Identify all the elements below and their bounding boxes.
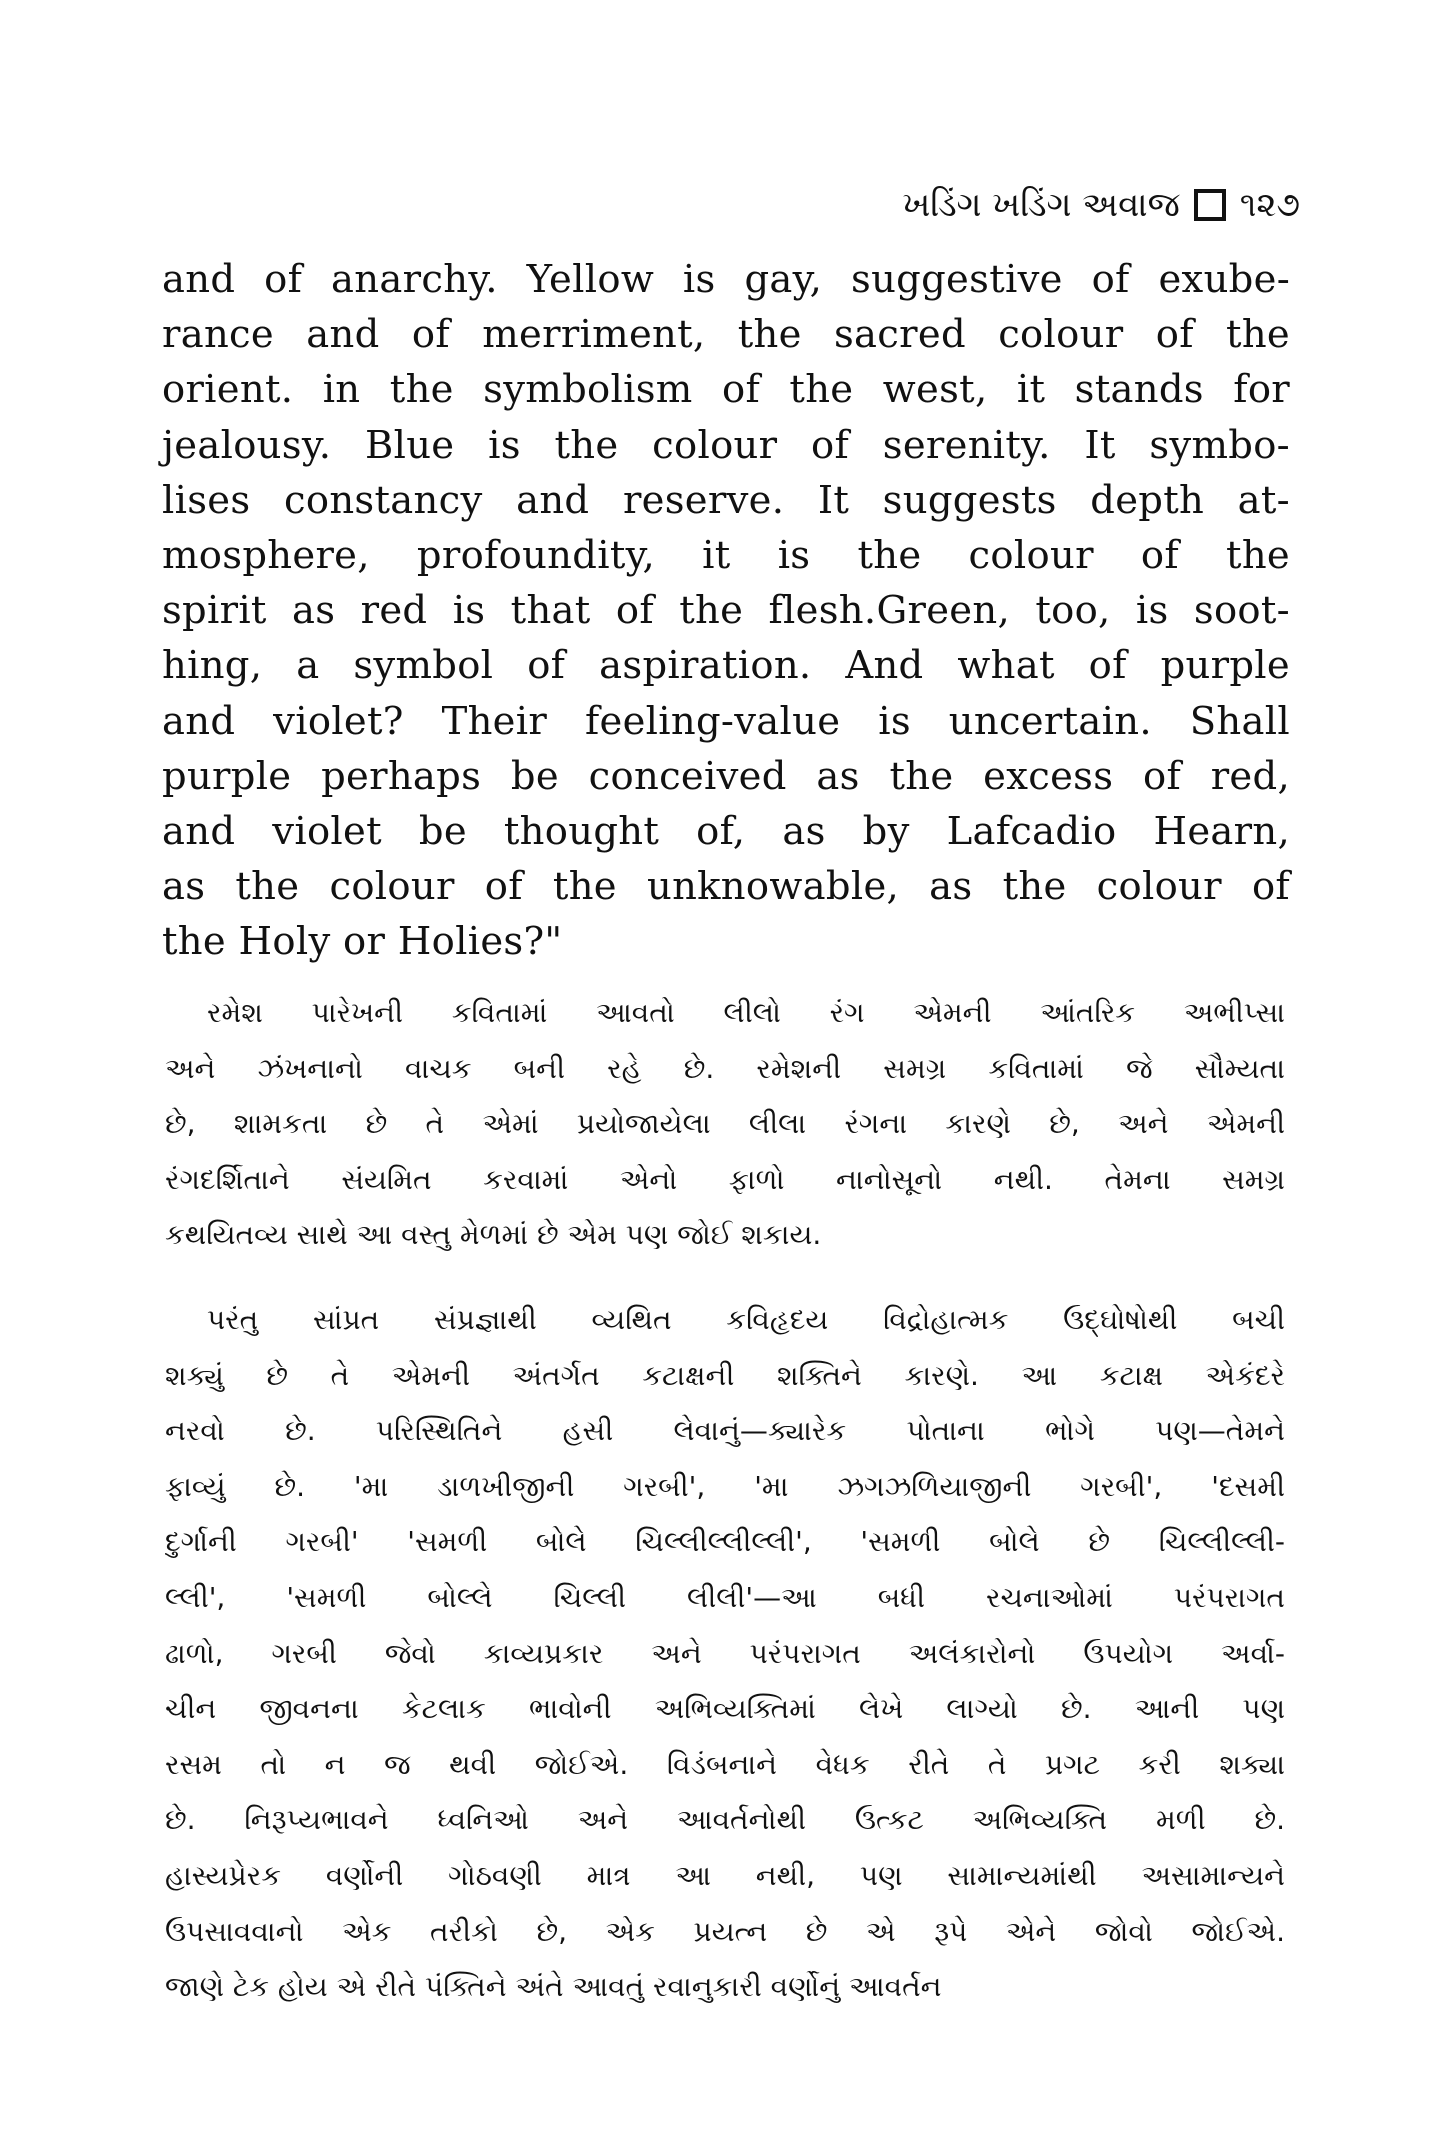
text-line: ચીન જીવનના કેટલાક ભાવોની અભિવ્યક્તિમાં લેખે લાગ્યો છે. આની પણ <box>165 1692 1285 1726</box>
quote-line: and of anarchy. Yellow is gay, suggestive of exube- <box>162 257 1290 302</box>
running-head <box>720 185 1300 225</box>
text-line: જાણે ટેક હોય એ રીતે પંક્તિને અંતે આવતું રવાનુકારી વર્ણોનું આવર્તન <box>165 1970 942 2004</box>
quote-line: lises constancy and reserve. It suggests depth at- <box>162 477 1290 523</box>
quote-line: rance and of merriment, the sacred colour of the <box>162 312 1290 358</box>
quote-line: jealousy. Blue is the colour of serenity. It symbo- <box>162 422 1290 468</box>
text-line: ઉપસાવવાનો એક તરીકો છે, એક પ્રયત્ન છે એ રૂપે એને જોવો જોઈએ. <box>165 1914 1285 1948</box>
text-line: નરવો છે. પરિસ્થિતિને હસી લેવાનું—ક્યારેક પોતાના ભોગે પણ—તેમને <box>165 1414 1285 1448</box>
text-line: રસમ તો ન જ થવી જોઈએ. વિડંબનાને વેધક રીતે તે પ્રગટ કરી શક્યા <box>165 1747 1285 1781</box>
text-line: શક્યું છે તે એમની અંતર્ગત કટાક્ષની શક્તિને કારણે. આ કટાક્ષ એકંદરે <box>165 1358 1285 1392</box>
text-line: દુર્ગાની ગરબી' 'સમળી બોલે ચિલ્લીલ્લીલ્લી', 'સમળી બોલે છે ચિલ્લીલ્લી- <box>165 1525 1285 1559</box>
quote-line: as the colour of the unknowable, as the colour of <box>162 864 1290 910</box>
text-line: છે. નિરૂપ્યભાવને ધ્વનિઓ અને આવર્તનોથી ઉત્કટ અભિવ્યક્તિ મળી છે. <box>165 1803 1285 1837</box>
text-line: ઢાળો, ગરબી જેવો કાવ્યપ્રકાર અને પરંપરાગત અલંકારોનો ઉપયોગ અર્વા- <box>165 1636 1285 1670</box>
paragraph-satire <box>165 1292 1285 2015</box>
quote-line: orient. in the symbolism of the west, it stands for <box>162 367 1290 413</box>
quote-line: purple perhaps be conceived as the excess of red, <box>162 753 1290 799</box>
quote-line: the Holy or Holies?" <box>162 919 563 965</box>
text-line: રંગદર્શિતાને સંયમિત કરવામાં એનો ફાળો નાનોસૂનો નથી. તેમના સમગ્ર <box>165 1162 1285 1196</box>
text-line: ફાવ્યું છે. 'મા ડાળખીજીની ગરબી', 'મા ઝગઝળિયાજીની ગરબી', 'દસમી <box>165 1469 1285 1503</box>
text-line: છે, શામકતા છે તે એમાં પ્રયોજાયેલા લીલા રંગના કારણે છે, અને એમની <box>165 1107 1285 1141</box>
text-line: અને ઝંખનાનો વાચક બની રહે છે. રમેશની સમગ્ર કવિતામાં જે સૌમ્યતા <box>165 1051 1285 1085</box>
english-quotation <box>162 252 1290 970</box>
text-line: હાસ્યપ્રેરક વર્ણોની ગોઠવણી માત્ર આ નથી, પણ સામાન્યમાંથી અસામાન્યને <box>165 1858 1285 1892</box>
quote-line: mosphere, profoundity, it is the colour of the <box>162 533 1290 579</box>
quote-line: and violet be thought of, as by Lafcadio Hearn, <box>162 809 1290 855</box>
quote-line: spirit as red is that of the flesh.Green, too, is soot- <box>162 588 1290 634</box>
text-line: પરંતુ સાંપ્રત સંપ્રજ્ઞાથી વ્યથિત કવિહૃદય વિદ્રોહાત્મક ઉદ્ઘોષોથી બચી <box>207 1303 1285 1336</box>
running-title: ખડિંગ ખડિંગ અવાજ <box>902 185 1180 225</box>
text-line: લ્લી', 'સમળી બોલ્લે ચિલ્લી લીલી'—આ બધી રચનાઓમાં પરંપરાગત <box>165 1580 1285 1614</box>
square-ornament-icon <box>1194 189 1226 221</box>
page-number: ૧૨૭ <box>1239 185 1300 225</box>
paragraph-green-colour <box>165 985 1285 1263</box>
text-line: કથયિતવ્ય સાથે આ વસ્તુ મેળમાં છે એમ પણ જોઈ શકાય. <box>165 1218 822 1252</box>
quote-line: hing, a symbol of aspiration. And what of purple <box>162 643 1290 689</box>
quote-line: and violet? Their feeling-value is uncertain. Shall <box>162 698 1290 744</box>
text-line: રમેશ પારેખની કવિતામાં આવતો લીલો રંગ એમની આંતરિક અભીપ્સા <box>207 996 1285 1029</box>
